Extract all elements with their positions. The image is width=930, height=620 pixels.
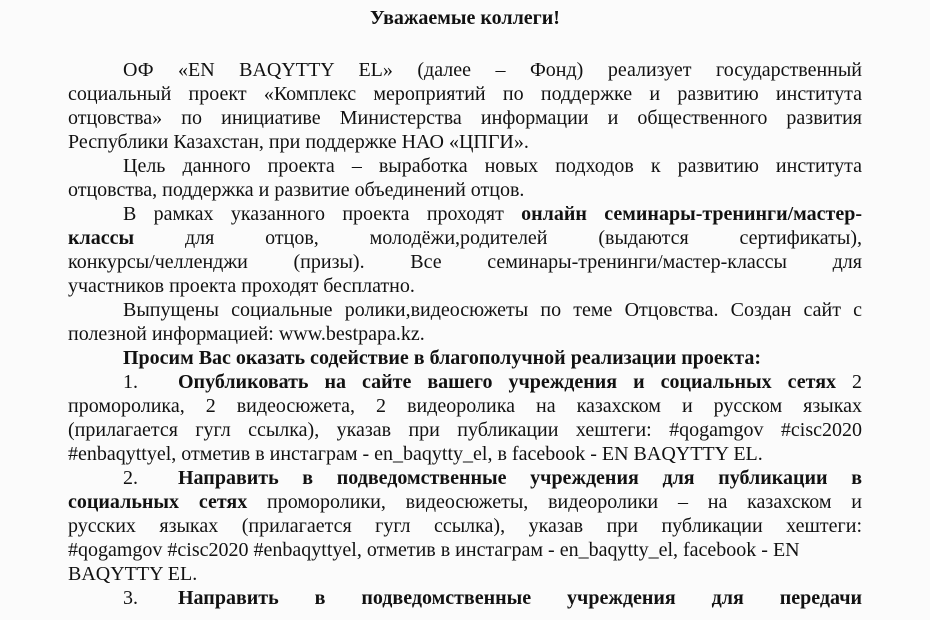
list-item-emphasis: Направить в подведомственные учреждения для публикации в (178, 467, 862, 489)
paragraph-2-line: Цель данного проекта – выработка новых подходов к развитию института (123, 155, 862, 177)
list-item-1-line: проморолика, 2 видеосюжета, 2 видеоролика на казахском и русском языках (68, 395, 862, 417)
list-item-2-line: BAQYTTY EL. (68, 563, 198, 585)
paragraph-3-text: для отцов, молодёжи,родителей (выдаются сертификаты), (134, 227, 862, 249)
list-item-2-line (68, 466, 862, 490)
list-item-number: 2. (123, 467, 138, 489)
paragraph-3-line (68, 226, 862, 250)
paragraph-4-line: полезной информацией: www.bestpapa.kz. (68, 323, 425, 345)
list-item-2-line (68, 490, 862, 514)
list-item-1-line (68, 370, 862, 394)
paragraph-1-line: ОФ «EN BAQYTTY EL» (далее – Фонд) реализует государственный (123, 59, 862, 81)
list-item-emphasis: социальных сетях (68, 491, 248, 513)
paragraph-3-line: конкурсы/челленджи (призы). Все семинары-тренинги/мастер-классы для (68, 251, 862, 273)
list-item-text: 2 (836, 371, 863, 393)
paragraph-1-line: Республики Казахстан, при поддержке НАО «ЦПГИ». (68, 131, 529, 153)
paragraph-3-line (68, 202, 862, 226)
paragraph-2-line: отцовства, поддержка и развитие объединений отцов. (68, 179, 525, 201)
page-title: Уважаемые коллеги! (370, 7, 560, 29)
paragraph-1-line: отцовства» по инициативе Министерства информации и общественного развития (68, 107, 862, 129)
list-item-2-line: #qogamgov #cisc2020 #enbaqyttyel, отметив в инстаграм - en_baqytty_el, facebook - EN (68, 539, 800, 561)
list-item-number: 1. (123, 371, 138, 393)
list-item-emphasis: Опубликовать на сайте вашего учреждения и социальных сетях (178, 371, 837, 393)
list-item-2-line: русских языках (прилагается гугл ссылка), указав при публикации хештеги: (68, 515, 862, 537)
paragraph-3-emphasis: онлайн семинары-тренинги/мастер- (521, 203, 862, 225)
paragraph-3-text: В рамках указанного проекта проходят (123, 203, 522, 225)
paragraph-4-line: Выпущены социальные ролики,видеосюжеты по теме Отцовства. Создан сайт с (123, 299, 862, 321)
paragraph-3-line: участников проекта проходят бесплатно. (68, 275, 415, 297)
paragraph-1-line: социальный проект «Комплекс мероприятий по поддержке и развитию института (68, 83, 862, 105)
list-item-3-line (68, 586, 862, 610)
list-item-text: проморолики, видеосюжеты, видеоролики – на казахском и (247, 491, 862, 513)
list-item-1-line: #enbaqyttyel, отметив в инстаграм - en_baqytty_el, в facebook - EN BAQYTTY EL. (68, 443, 763, 465)
list-item-emphasis: Направить в подведомственные учреждения для передачи (178, 587, 862, 609)
request-heading: Просим Вас оказать содействие в благополучной реализации проекта: (123, 347, 761, 369)
paragraph-3-emphasis: классы (68, 227, 135, 249)
list-item-number: 3. (123, 587, 138, 609)
list-item-1-line: (прилагается гугл ссылка), указав при публикации хештеги: #qogamgov #cisc2020 (68, 419, 862, 441)
